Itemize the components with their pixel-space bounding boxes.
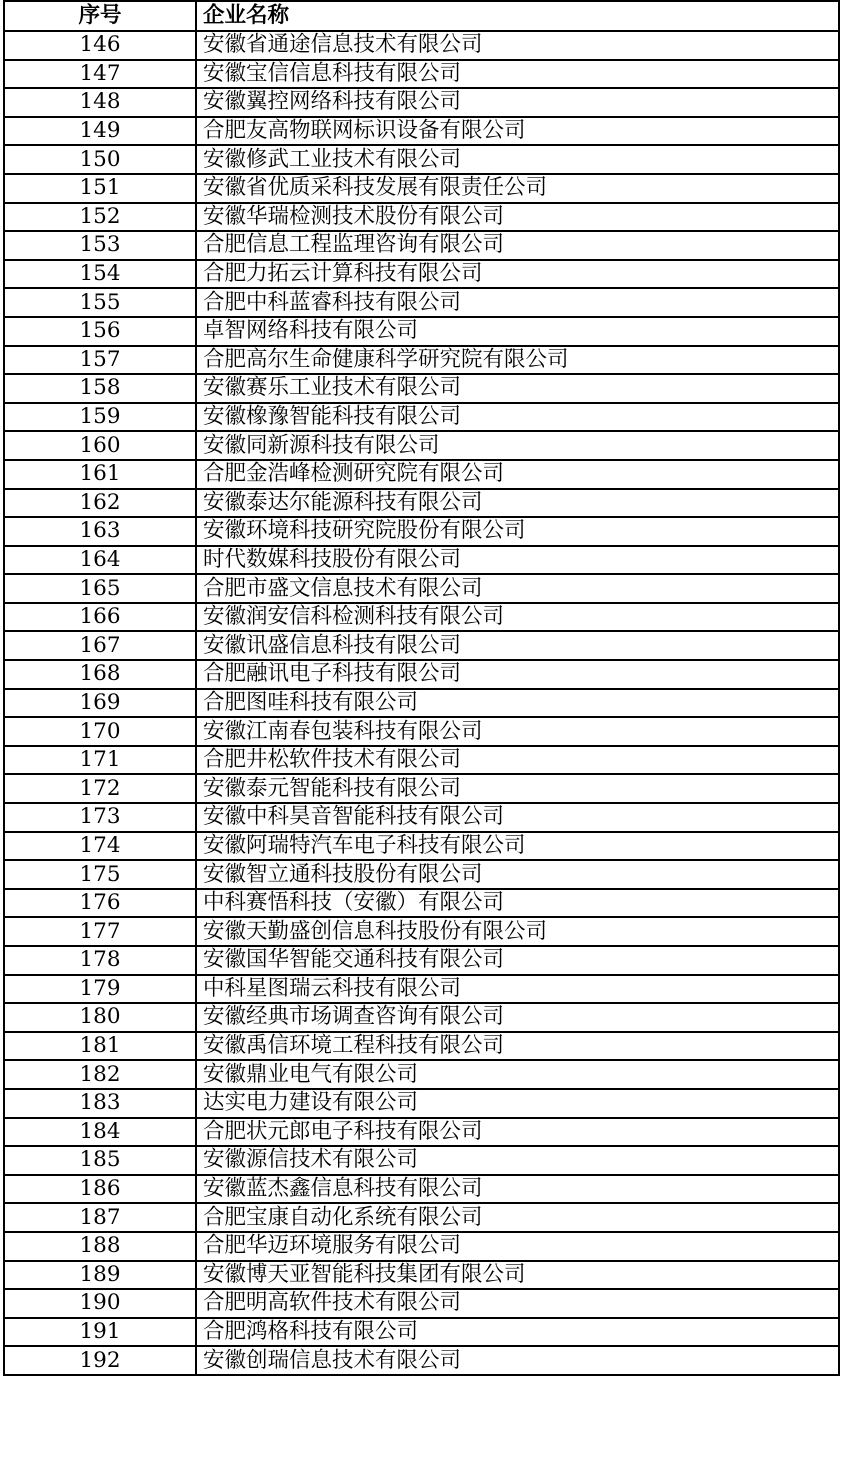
row-index-cell: 185 bbox=[4, 1146, 196, 1175]
table-row bbox=[4, 203, 839, 232]
table-row bbox=[4, 1232, 839, 1261]
row-index-cell: 171 bbox=[4, 746, 196, 775]
row-index-cell: 191 bbox=[4, 1318, 196, 1347]
row-company-name-cell: 合肥鸿格科技有限公司 bbox=[196, 1318, 839, 1347]
table-row bbox=[4, 1289, 839, 1318]
table-row bbox=[4, 88, 839, 117]
row-company-name-cell: 安徽鼎业电气有限公司 bbox=[196, 1060, 839, 1089]
row-company-name-cell: 合肥宝康自动化系统有限公司 bbox=[196, 1203, 839, 1232]
row-company-name-cell: 安徽宝信信息科技有限公司 bbox=[196, 60, 839, 89]
table-row bbox=[4, 631, 839, 660]
table-row bbox=[4, 460, 839, 489]
row-index-cell: 178 bbox=[4, 946, 196, 975]
row-company-name-cell: 安徽华瑞检测技术股份有限公司 bbox=[196, 203, 839, 232]
row-company-name-cell: 安徽天勤盛创信息科技股份有限公司 bbox=[196, 917, 839, 946]
row-index-cell: 175 bbox=[4, 860, 196, 889]
row-company-name-cell: 安徽翼控网络科技有限公司 bbox=[196, 88, 839, 117]
table-row bbox=[4, 1261, 839, 1290]
row-index-cell: 190 bbox=[4, 1289, 196, 1318]
row-index-cell: 189 bbox=[4, 1261, 196, 1290]
row-company-name-cell: 安徽赛乐工业技术有限公司 bbox=[196, 374, 839, 403]
row-company-name-cell: 安徽同新源科技有限公司 bbox=[196, 431, 839, 460]
row-company-name-cell: 合肥图哇科技有限公司 bbox=[196, 689, 839, 718]
table-row bbox=[4, 1318, 839, 1347]
row-company-name-cell: 合肥中科蓝睿科技有限公司 bbox=[196, 288, 839, 317]
row-company-name-cell: 安徽环境科技研究院股份有限公司 bbox=[196, 517, 839, 546]
table-row bbox=[4, 975, 839, 1004]
table-row bbox=[4, 1203, 839, 1232]
table-row bbox=[4, 1032, 839, 1061]
row-index-cell: 159 bbox=[4, 403, 196, 432]
table-body bbox=[4, 31, 839, 1375]
row-company-name-cell: 合肥井松软件技术有限公司 bbox=[196, 746, 839, 775]
row-company-name-cell: 时代数媒科技股份有限公司 bbox=[196, 546, 839, 575]
row-index-cell: 177 bbox=[4, 917, 196, 946]
row-company-name-cell: 中科赛悟科技（安徽）有限公司 bbox=[196, 889, 839, 918]
row-index-cell: 183 bbox=[4, 1089, 196, 1118]
table-row bbox=[4, 431, 839, 460]
table-row bbox=[4, 317, 839, 346]
row-index-cell: 160 bbox=[4, 431, 196, 460]
row-company-name-cell: 安徽讯盛信息科技有限公司 bbox=[196, 631, 839, 660]
row-company-name-cell: 安徽智立通科技股份有限公司 bbox=[196, 860, 839, 889]
row-company-name-cell: 安徽创瑞信息技术有限公司 bbox=[196, 1346, 839, 1375]
row-company-name-cell: 安徽阿瑞特汽车电子科技有限公司 bbox=[196, 832, 839, 861]
table-row bbox=[4, 1089, 839, 1118]
row-company-name-cell: 安徽博天亚智能科技集团有限公司 bbox=[196, 1261, 839, 1290]
row-company-name-cell: 达实电力建设有限公司 bbox=[196, 1089, 839, 1118]
row-index-cell: 179 bbox=[4, 975, 196, 1004]
row-company-name-cell: 安徽江南春包装科技有限公司 bbox=[196, 717, 839, 746]
row-index-cell: 180 bbox=[4, 1003, 196, 1032]
row-company-name-cell: 合肥金浩峰检测研究院有限公司 bbox=[196, 460, 839, 489]
table-row bbox=[4, 31, 839, 60]
table-row bbox=[4, 117, 839, 146]
table-row bbox=[4, 889, 839, 918]
row-index-cell: 169 bbox=[4, 689, 196, 718]
table-row bbox=[4, 689, 839, 718]
row-company-name-cell: 合肥信息工程监理咨询有限公司 bbox=[196, 231, 839, 260]
row-index-cell: 187 bbox=[4, 1203, 196, 1232]
header-company-name: 企业名称 bbox=[196, 1, 839, 31]
header-row bbox=[4, 1, 839, 31]
row-index-cell: 174 bbox=[4, 832, 196, 861]
row-company-name-cell: 安徽润安信科检测科技有限公司 bbox=[196, 603, 839, 632]
row-company-name-cell: 安徽省优质采科技发展有限责任公司 bbox=[196, 174, 839, 203]
row-company-name-cell: 安徽经典市场调查咨询有限公司 bbox=[196, 1003, 839, 1032]
row-company-name-cell: 安徽橡豫智能科技有限公司 bbox=[196, 403, 839, 432]
row-company-name-cell: 合肥友高物联网标识设备有限公司 bbox=[196, 117, 839, 146]
table-row bbox=[4, 917, 839, 946]
row-index-cell: 192 bbox=[4, 1346, 196, 1375]
row-index-cell: 152 bbox=[4, 203, 196, 232]
row-index-cell: 150 bbox=[4, 145, 196, 174]
table-row bbox=[4, 489, 839, 518]
table-row bbox=[4, 231, 839, 260]
row-company-name-cell: 合肥状元郎电子科技有限公司 bbox=[196, 1118, 839, 1147]
table-row bbox=[4, 746, 839, 775]
table-row bbox=[4, 774, 839, 803]
row-company-name-cell: 合肥高尔生命健康科学研究院有限公司 bbox=[196, 346, 839, 375]
row-index-cell: 164 bbox=[4, 546, 196, 575]
row-index-cell: 186 bbox=[4, 1175, 196, 1204]
row-index-cell: 151 bbox=[4, 174, 196, 203]
row-index-cell: 165 bbox=[4, 574, 196, 603]
table-row bbox=[4, 1118, 839, 1147]
table-row bbox=[4, 1175, 839, 1204]
row-company-name-cell: 安徽省通途信息技术有限公司 bbox=[196, 31, 839, 60]
row-index-cell: 161 bbox=[4, 460, 196, 489]
row-index-cell: 162 bbox=[4, 489, 196, 518]
row-company-name-cell: 安徽禹信环境工程科技有限公司 bbox=[196, 1032, 839, 1061]
table-row bbox=[4, 860, 839, 889]
table-row bbox=[4, 832, 839, 861]
row-index-cell: 147 bbox=[4, 60, 196, 89]
row-company-name-cell: 合肥力拓云计算科技有限公司 bbox=[196, 260, 839, 289]
row-index-cell: 168 bbox=[4, 660, 196, 689]
table-row bbox=[4, 346, 839, 375]
table-row bbox=[4, 60, 839, 89]
row-index-cell: 146 bbox=[4, 31, 196, 60]
table-row bbox=[4, 288, 839, 317]
row-company-name-cell: 合肥华迈环境服务有限公司 bbox=[196, 1232, 839, 1261]
row-company-name-cell: 中科星图瑞云科技有限公司 bbox=[196, 975, 839, 1004]
row-index-cell: 173 bbox=[4, 803, 196, 832]
table-row bbox=[4, 260, 839, 289]
row-index-cell: 181 bbox=[4, 1032, 196, 1061]
table-row bbox=[4, 174, 839, 203]
header-index: 序号 bbox=[4, 1, 196, 31]
row-company-name-cell: 合肥市盛文信息技术有限公司 bbox=[196, 574, 839, 603]
row-index-cell: 172 bbox=[4, 774, 196, 803]
row-index-cell: 154 bbox=[4, 260, 196, 289]
row-index-cell: 188 bbox=[4, 1232, 196, 1261]
row-index-cell: 176 bbox=[4, 889, 196, 918]
table-row bbox=[4, 574, 839, 603]
table-row bbox=[4, 1003, 839, 1032]
row-index-cell: 157 bbox=[4, 346, 196, 375]
table-row bbox=[4, 1346, 839, 1375]
row-index-cell: 163 bbox=[4, 517, 196, 546]
row-index-cell: 149 bbox=[4, 117, 196, 146]
row-index-cell: 170 bbox=[4, 717, 196, 746]
row-company-name-cell: 安徽修武工业技术有限公司 bbox=[196, 145, 839, 174]
table-row bbox=[4, 717, 839, 746]
row-index-cell: 153 bbox=[4, 231, 196, 260]
row-company-name-cell: 安徽国华智能交通科技有限公司 bbox=[196, 946, 839, 975]
table-row bbox=[4, 546, 839, 575]
row-company-name-cell: 安徽泰达尔能源科技有限公司 bbox=[196, 489, 839, 518]
table-row bbox=[4, 946, 839, 975]
row-company-name-cell: 安徽中科昊音智能科技有限公司 bbox=[196, 803, 839, 832]
row-index-cell: 167 bbox=[4, 631, 196, 660]
row-index-cell: 156 bbox=[4, 317, 196, 346]
table-header bbox=[4, 1, 839, 31]
table-row bbox=[4, 517, 839, 546]
table-row bbox=[4, 1146, 839, 1175]
table-row bbox=[4, 660, 839, 689]
row-index-cell: 155 bbox=[4, 288, 196, 317]
table-row bbox=[4, 803, 839, 832]
row-company-name-cell: 合肥融讯电子科技有限公司 bbox=[196, 660, 839, 689]
table-row bbox=[4, 403, 839, 432]
row-company-name-cell: 卓智网络科技有限公司 bbox=[196, 317, 839, 346]
company-list-table bbox=[3, 0, 840, 1376]
table-row bbox=[4, 145, 839, 174]
table-row bbox=[4, 1060, 839, 1089]
row-index-cell: 166 bbox=[4, 603, 196, 632]
row-index-cell: 184 bbox=[4, 1118, 196, 1147]
row-company-name-cell: 安徽蓝杰鑫信息科技有限公司 bbox=[196, 1175, 839, 1204]
row-company-name-cell: 合肥明高软件技术有限公司 bbox=[196, 1289, 839, 1318]
table-row bbox=[4, 603, 839, 632]
row-company-name-cell: 安徽源信技术有限公司 bbox=[196, 1146, 839, 1175]
row-index-cell: 182 bbox=[4, 1060, 196, 1089]
row-index-cell: 148 bbox=[4, 88, 196, 117]
row-index-cell: 158 bbox=[4, 374, 196, 403]
table-row bbox=[4, 374, 839, 403]
row-company-name-cell: 安徽泰元智能科技有限公司 bbox=[196, 774, 839, 803]
